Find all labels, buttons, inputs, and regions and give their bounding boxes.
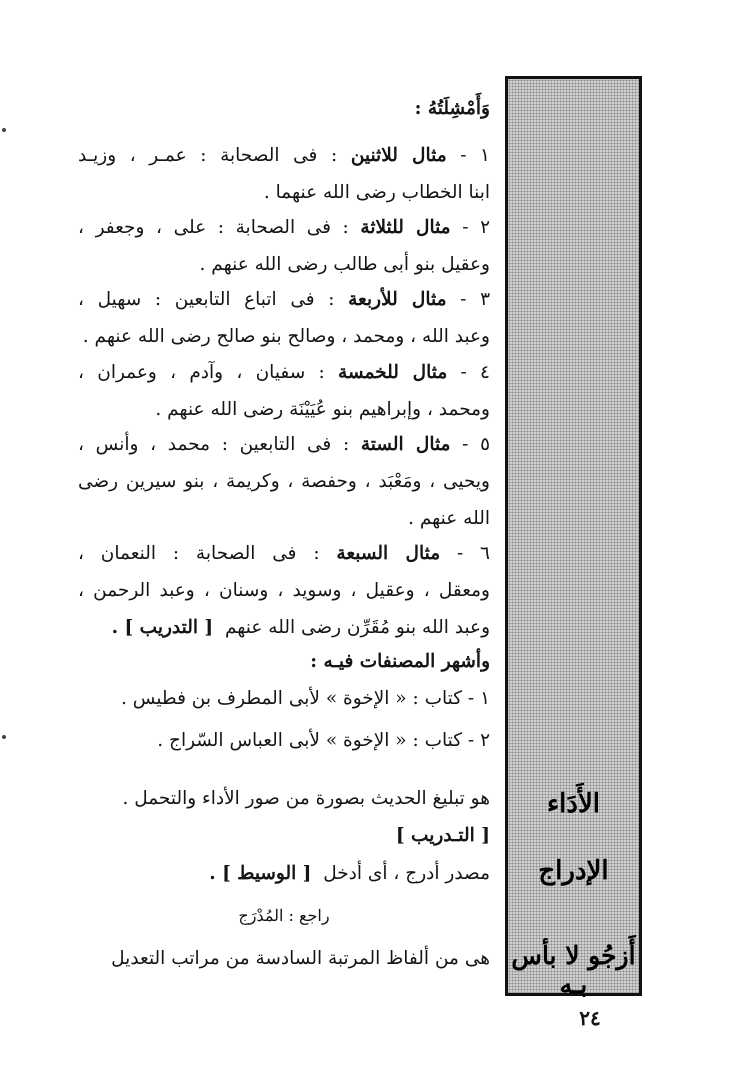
example-text: : فى الصحابة : عمـر ، وزيـد: [78, 145, 338, 166]
example-continuation: ابنا الخطاب رضى الله عنهما .: [263, 182, 490, 203]
example-six: [78, 426, 490, 537]
term-arju: أَزجُو لا بأس بـه: [511, 941, 636, 999]
definition-idraj: [78, 855, 490, 892]
example-continuation: ومحمد ، وإبراهيم بنو عُيَيْنَة رضى الله عنهم .: [155, 399, 490, 420]
example-number: ٣ -: [460, 289, 490, 310]
source-citation: [ الوسيط ] .: [209, 863, 312, 884]
example-number: ٦ -: [456, 543, 490, 564]
definition-arju: هى من ألفاظ المرتبة السادسة من مراتب التعديل: [111, 948, 490, 969]
definition-ada-source: [ التـدريب ]: [395, 825, 490, 846]
known-works-heading: وأشهر المصنفات فيـه :: [310, 651, 490, 672]
example-text: : فى الصحابة : النعمان ،: [78, 543, 320, 564]
example-number: ٥ -: [462, 434, 490, 455]
example-text: : فى التابعين : محمد ، وأنس ،: [78, 434, 350, 455]
known-work-item: ٢ - كتاب : « الإخوة » لأبى العباس السّراج .: [157, 730, 490, 751]
example-label: مثال الستة: [360, 434, 451, 455]
example-text: وعبد الله بنو مُقَرِّن رضى الله عنهم: [224, 617, 490, 638]
example-two: [78, 137, 490, 211]
cross-reference: راجع : المُدْرَج: [238, 906, 330, 925]
term-ada: الأَدَاء: [546, 789, 601, 819]
example-label: مثال للأربعة: [348, 289, 447, 310]
example-label: مثال السبعة: [336, 543, 441, 564]
example-five: [78, 354, 490, 428]
example-continuation: الله عنهم .: [408, 508, 490, 529]
example-text: : فى اتباع التابعين : سهيل ،: [78, 289, 335, 310]
definition-text: مصدر أدرج ، أى أدخل: [323, 863, 490, 884]
example-continuation: وعقيل بنو أبى طالب رضى الله عنهم .: [199, 254, 490, 275]
example-continuation: وعبد الله ، ومحمد ، وصالح بنو صالح رضى الله عنهم .: [82, 326, 490, 347]
definition-ada: هو تبليغ الحديث بصورة من صور الأداء والتحمل .: [122, 788, 490, 809]
source-citation: [ التدريب ] .: [111, 617, 214, 638]
margin-dot-icon: [2, 128, 6, 132]
known-work-item: ١ - كتاب : « الإخوة » لأبى المطرف بن فطيس .: [120, 688, 490, 709]
example-continuation: ومعقل ، وعقيل ، وسويد ، وسنان ، وعبد الرحمن ،: [78, 580, 490, 601]
example-four: [78, 281, 490, 355]
example-text: : سفيان ، وآدم ، وعمران ،: [78, 362, 325, 383]
example-continuation: [78, 609, 490, 646]
example-text: : فى الصحابة : على ، وجعفر ،: [78, 217, 349, 238]
example-seven: [78, 535, 490, 646]
examples-heading: وَأَمْشِلَتُهُ :: [414, 98, 490, 119]
example-label: مثال للخمسة: [338, 362, 448, 383]
term-idraj: الإدراج: [538, 856, 609, 886]
margin-dot-icon: [2, 735, 6, 739]
example-number: ٤ -: [460, 362, 490, 383]
example-label: مثال للثلاثة: [360, 217, 451, 238]
page-number: ٢٤: [579, 1006, 601, 1030]
example-number: ٢ -: [462, 217, 490, 238]
example-three: [78, 209, 490, 283]
example-number: ١ -: [460, 145, 490, 166]
example-continuation: ويحيى ، ومَعْبَد ، وحفصة ، وكريمة ، بنو سيرين رضى: [78, 471, 490, 492]
example-label: مثال للاثنين: [350, 145, 447, 166]
terms-sidebar: [505, 76, 642, 999]
